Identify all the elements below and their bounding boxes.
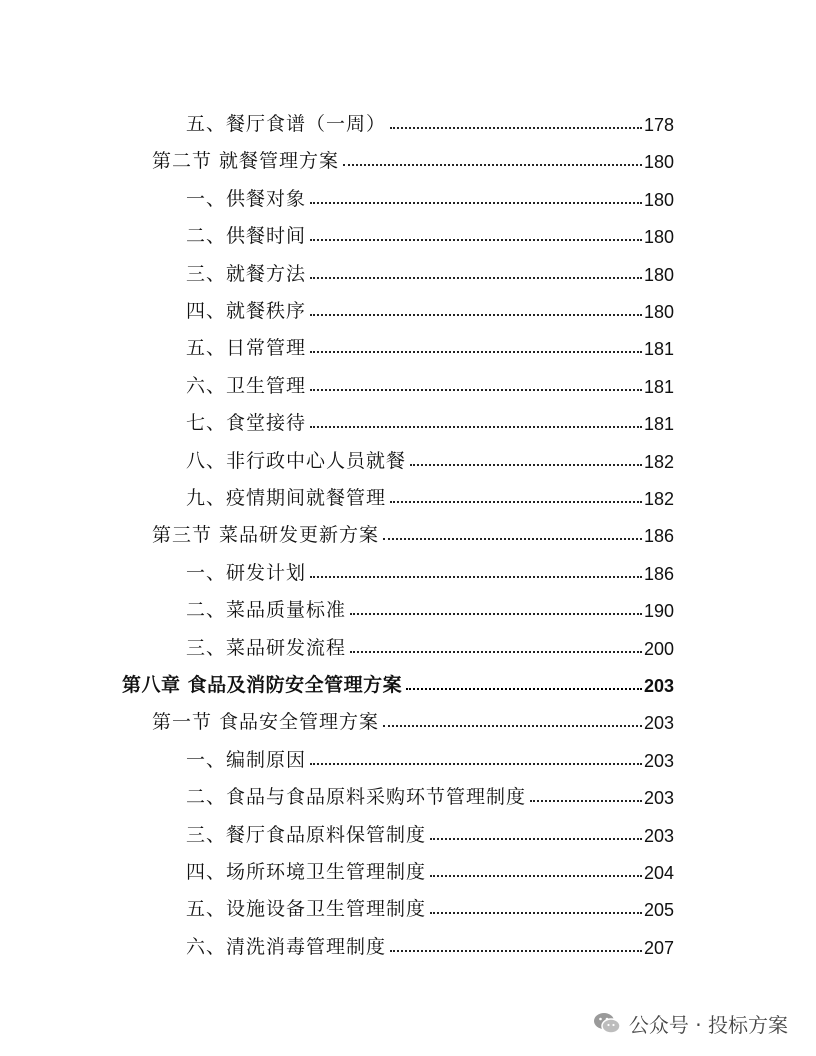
toc-entry-item[interactable]	[186, 254, 674, 284]
toc-entry-page-number: 180	[643, 264, 674, 285]
toc-entry-item[interactable]	[186, 104, 674, 134]
toc-entry-section[interactable]	[152, 702, 674, 732]
toc-entry-title: 六、清洗消毒管理制度	[186, 935, 387, 958]
toc-entry-page-number: 180	[643, 189, 674, 210]
toc-entry-title: 五、餐厅食谱（一周）	[186, 113, 387, 135]
toc-entry-title: 二、菜品质量标准	[186, 599, 347, 622]
toc-dot-leader	[390, 127, 642, 129]
toc-entry-title: 七、食堂接待	[186, 412, 307, 435]
toc-entry-section[interactable]	[152, 515, 674, 545]
toc-entry-title: 第八章 食品及消防安全管理方案	[122, 674, 403, 696]
toc-entry-item[interactable]	[186, 628, 674, 658]
toc-entry-item[interactable]	[186, 216, 674, 246]
toc-entry-item[interactable]	[186, 889, 674, 919]
toc-dot-leader	[383, 725, 642, 727]
toc-entry-title: 五、设施设备卫生管理制度	[186, 898, 427, 921]
toc-entry-page-number: 186	[643, 563, 674, 584]
toc-dot-leader	[310, 389, 642, 391]
watermark	[593, 1008, 788, 1038]
toc-entry-title: 二、食品与食品原料采购环节管理制度	[186, 786, 527, 809]
toc-entry-page-number: 200	[643, 638, 674, 659]
toc-entry-page-number: 182	[643, 451, 674, 472]
wechat-icon	[593, 1011, 621, 1035]
toc-entry-title: 四、就餐秩序	[186, 300, 307, 322]
toc-dot-leader	[410, 464, 642, 466]
toc-entry-title: 二、供餐时间	[186, 225, 307, 248]
toc-dot-leader	[350, 651, 642, 653]
toc-entry-page-number: 203	[643, 676, 674, 696]
toc-entry-title: 三、就餐方法	[186, 262, 307, 285]
toc-entry-page-number: 203	[643, 750, 674, 771]
toc-entry-page-number: 181	[643, 339, 674, 360]
toc-entry-title: 五、日常管理	[186, 337, 307, 360]
toc-entry-page-number: 180	[643, 227, 674, 248]
toc-dot-leader	[310, 351, 642, 353]
toc-entry-page-number: 203	[643, 788, 674, 809]
toc-dot-leader	[430, 912, 642, 914]
toc-entry-page-number: 181	[643, 376, 674, 397]
toc-entry-page-number: 203	[643, 825, 674, 846]
toc-entry-item[interactable]	[186, 478, 674, 508]
toc-entry-item[interactable]	[186, 291, 674, 321]
toc-entry-page-number: 180	[643, 302, 674, 322]
toc-entry-page-number: 182	[643, 489, 674, 509]
toc-entry-item[interactable]	[186, 852, 674, 882]
toc-dot-leader	[310, 239, 642, 241]
toc-entry-title: 一、研发计划	[186, 561, 307, 584]
toc-entry-page-number: 205	[643, 900, 674, 921]
toc-entry-item[interactable]	[186, 740, 674, 770]
toc-entry-item[interactable]	[186, 553, 674, 583]
toc-entry-title: 四、场所环境卫生管理制度	[186, 861, 427, 883]
toc-entry-title: 三、菜品研发流程	[186, 636, 347, 659]
toc-entry-title: 第一节 食品安全管理方案	[152, 711, 380, 734]
toc-entry-item[interactable]	[186, 815, 674, 845]
toc-entry-item[interactable]	[186, 441, 674, 471]
toc-entry-title: 八、非行政中心人员就餐	[186, 449, 407, 472]
toc-dot-leader	[406, 688, 642, 690]
toc-entry-page-number: 181	[643, 414, 674, 435]
toc-entry-page-number: 180	[643, 152, 674, 173]
toc-entry-title: 九、疫情期间就餐管理	[186, 487, 387, 509]
toc-entry-item[interactable]	[186, 927, 674, 957]
toc-entry-title: 第二节 就餐管理方案	[152, 150, 340, 173]
toc-entry-item[interactable]	[186, 777, 674, 807]
toc-dot-leader	[350, 613, 642, 615]
toc-entry-item[interactable]	[186, 366, 674, 396]
toc-dot-leader	[390, 501, 642, 503]
toc-entry-title: 三、餐厅食品原料保管制度	[186, 823, 427, 846]
toc-dot-leader	[310, 576, 642, 578]
toc-entry-page-number: 207	[643, 937, 674, 958]
toc-dot-leader	[383, 538, 642, 540]
toc-dot-leader	[430, 838, 642, 840]
toc-entry-item[interactable]	[186, 328, 674, 358]
toc-entry-item[interactable]	[186, 179, 674, 209]
toc-dot-leader	[430, 875, 642, 877]
toc-dot-leader	[310, 277, 642, 279]
toc-entry-page-number: 178	[643, 115, 674, 135]
toc-dot-leader	[390, 950, 642, 952]
toc-dot-leader	[530, 800, 642, 802]
toc-entry-section[interactable]	[152, 141, 674, 171]
toc-dot-leader	[310, 202, 642, 204]
toc-dot-leader	[310, 426, 642, 428]
toc-entry-title: 一、供餐对象	[186, 187, 307, 210]
toc-entry-title: 一、编制原因	[186, 748, 307, 771]
toc-dot-leader	[310, 314, 642, 316]
toc-dot-leader	[310, 763, 642, 765]
toc-entry-page-number: 204	[643, 863, 674, 883]
toc-entry-page-number: 203	[643, 713, 674, 734]
toc-entry-chapter[interactable]	[122, 665, 674, 695]
toc-entry-item[interactable]	[186, 403, 674, 433]
toc-entry-title: 第三节 菜品研发更新方案	[152, 524, 380, 547]
toc-entry-title: 六、卫生管理	[186, 374, 307, 397]
toc-entry-item[interactable]	[186, 590, 674, 620]
watermark-text: 公众号 · 投标方案	[628, 1012, 788, 1037]
toc-entry-page-number: 190	[643, 601, 674, 622]
toc-entry-page-number: 186	[643, 526, 674, 547]
toc-dot-leader	[343, 164, 642, 166]
